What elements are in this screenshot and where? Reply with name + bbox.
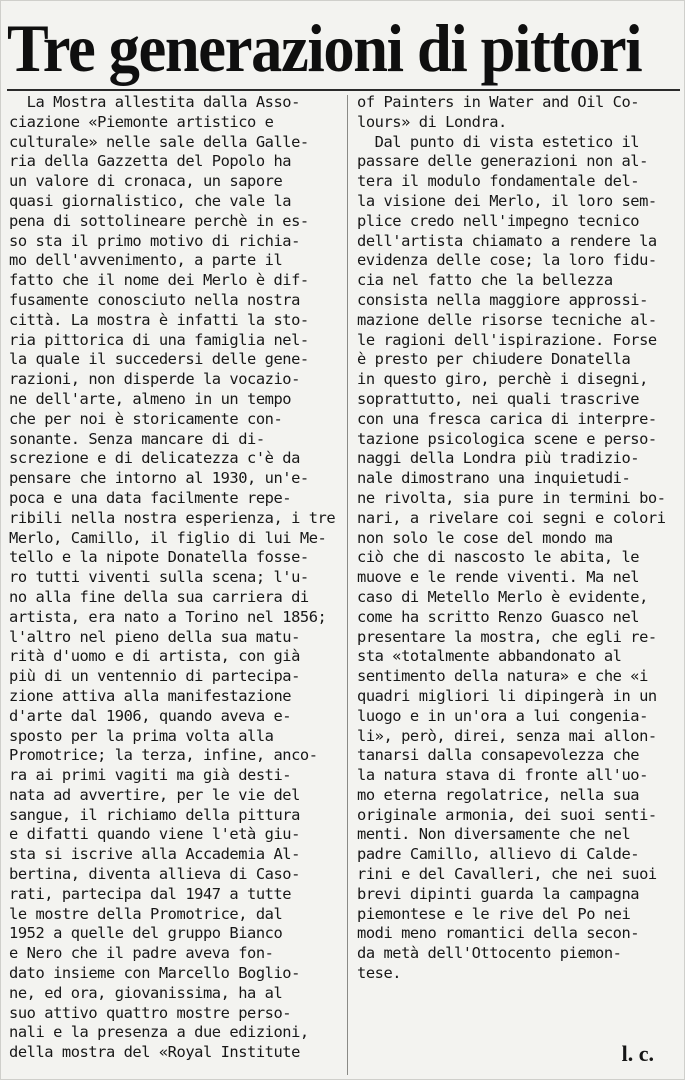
article-text-line: la visione dei Merlo, il loro sem- (357, 191, 657, 210)
article-text-line: dell'artista chiamato a rendere la (357, 231, 657, 250)
article-text-line: consista nella maggiore approssi- (357, 290, 648, 309)
article-text-line: un valore di cronaca, un sapore (9, 172, 283, 191)
article-text-line: muove e le rende viventi. Ma nel (357, 568, 640, 587)
article-text-line: nali e la presenza a due edizioni, (9, 1023, 309, 1042)
article-text-line: ra ai primi vagiti ma già desti- (9, 766, 292, 785)
article-text-line: più di un ventennio di partecipa- (9, 667, 300, 686)
article-text-line: l'altro nel pieno della sua matu- (9, 627, 300, 646)
article-text-line: mo dell'avvenimento, a parte il (9, 251, 283, 270)
article-text-line: sangue, il richiamo della pittura (9, 805, 300, 824)
article-text-line: e Nero che il padre aveva fon- (9, 944, 274, 963)
article-text-line: tello e la nipote Donatella fosse- (9, 548, 309, 567)
article-text-line: sonante. Senza mancare di di- (9, 429, 265, 448)
article-text-line: sposto per la prima volta alla (9, 726, 274, 745)
headline-rule (7, 89, 680, 91)
article-text-line: fusamente conosciuto nella nostra (9, 290, 300, 309)
article-text-line: rati, partecipa dal 1947 a tutte (9, 884, 292, 903)
article-text-line: culturale» nelle sale della Galle- (9, 132, 309, 151)
article-text-line: nale dimostrano una inquietudi- (357, 469, 631, 488)
article-text-line: piemontese e le rive del Po nei (357, 904, 631, 923)
article-text-line: tanarsi dalla consapevolezza che (357, 746, 640, 765)
article-text-line: ne, ed ora, giovanissima, ha al (9, 983, 283, 1002)
article-text-line: menti. Non diversamente che nel (357, 825, 631, 844)
article-text-line: razioni, non disperde la vocazio- (9, 370, 300, 389)
article-text-line: della mostra del «Royal Institute (9, 1043, 300, 1062)
article-text-line: brevi dipinti guarda la campagna (357, 884, 640, 903)
article-text-line: tese. (357, 964, 402, 983)
article-text-line: screzione e di delicatezza c'è da (9, 449, 300, 468)
article-text-line: passare delle generazioni non al- (357, 152, 648, 171)
article-text-line: caso di Metello Merlo è evidente, (357, 587, 648, 606)
article-text-line: presentare la mostra, che egli re- (357, 627, 657, 646)
article-text-line: come ha scritto Renzo Guasco nel (357, 607, 640, 626)
article-text-line: no alla fine della sua carriera di (9, 587, 309, 606)
article-text-line: Merlo, Camillo, il figlio di lui Me- (9, 528, 327, 547)
article-text-line: padre Camillo, allievo di Calde- (357, 845, 640, 864)
article-column-right (357, 93, 683, 984)
article-text-line: 1952 a quelle del gruppo Bianco (9, 924, 283, 943)
article-text-line: pensare che intorno al 1930, un'e- (9, 469, 309, 488)
article-text-line: zione attiva alla manifestazione (9, 686, 292, 705)
article-text-line: soprattutto, nei quali trascrive (357, 389, 640, 408)
article-text-line: tera il modulo fondamentale del- (357, 172, 640, 191)
article-text-line: plice credo nell'impegno tecnico (357, 211, 640, 230)
article-text-line: modi meno romantici della secon- (357, 924, 640, 943)
article-text-line: in questo giro, perchè i disegni, (357, 370, 648, 389)
article-text-line: naggi della Londra più tradizio- (357, 449, 640, 468)
article-text-line: suo attivo quattro mostre perso- (9, 1003, 292, 1022)
article-text-line: so sta il primo motivo di richia- (9, 231, 300, 250)
article-text-line: quadri migliori li dipingerà in un (357, 686, 657, 705)
article-text-line: rità d'uomo e di artista, con già (9, 647, 300, 666)
article-text-line: ria della Gazzetta del Popolo ha (9, 152, 292, 171)
article-text-line: d'arte dal 1906, quando aveva e- (9, 706, 292, 725)
article-text-line: nari, a rivelare coi segni e colori (357, 508, 666, 527)
article-text-line: mazione delle risorse tecniche al- (357, 310, 657, 329)
article-text-line: ribili nella nostra esperienza, i tre (9, 508, 336, 527)
article-text-line: rini e del Cavalleri, che nei suoi (357, 865, 657, 884)
article-text-line: le ragioni dell'ispirazione. Forse (357, 330, 657, 349)
article-text-line: artista, era nato a Torino nel 1856; (9, 607, 327, 626)
article-text-line: mo eterna regolatrice, nella sua (357, 785, 640, 804)
article-text-line: non solo le cose del mondo ma (357, 528, 613, 547)
article-headline: Tre generazioni di pittori (7, 10, 642, 86)
article-text-line: ro tutti viventi sulla scena; l'u- (9, 568, 309, 587)
article-text-line: fatto che il nome dei Merlo è dif- (9, 271, 309, 290)
article-text-line: la natura stava di fronte all'uo- (357, 766, 648, 785)
article-text-line: con una fresca carica di interpre- (357, 409, 657, 428)
article-text-line: lours» di Londra. (357, 112, 507, 131)
article-text-line: sta si iscrive alla Accademia Al- (9, 845, 300, 864)
article-text-line: Promotrice; la terza, infine, anco- (9, 746, 318, 765)
article-text-line: nata ad avvertire, per le vie del (9, 785, 300, 804)
article-text-line: tazione psicologica scene e perso- (357, 429, 657, 448)
article-text-line: pena di sottolineare perchè in es- (9, 211, 309, 230)
article-text-line: ne dell'arte, almeno in un tempo (9, 389, 292, 408)
article-text-line: la quale il succedersi delle gene- (9, 350, 309, 369)
article-text-line: quasi giornalistico, che vale la (9, 191, 292, 210)
article-text-line: evidenza delle cose; la loro fidu- (357, 251, 657, 270)
article-text-line: bertina, diventa allieva di Caso- (9, 865, 300, 884)
article-text-line: e difatti quando viene l'età giu- (9, 825, 300, 844)
article-text-line: La Mostra allestita dalla Asso- (9, 93, 300, 111)
article-text-line: originale armonia, dei suoi senti- (357, 805, 657, 824)
article-text-line: sentimento della natura» e che «i (357, 667, 648, 686)
article-text-line: ciazione «Piemonte artistico e (9, 112, 274, 131)
article-text-line: of Painters in Water and Oil Co- (357, 93, 640, 111)
article-text-line: dato insieme con Marcello Boglio- (9, 964, 300, 983)
article-text-line: da metà dell'Ottocento piemon- (357, 944, 622, 963)
article-text-line: che per noi è storicamente con- (9, 409, 283, 428)
article-text-line: Dal punto di vista estetico il (357, 132, 640, 151)
article-text-line: sta «totalmente abbandonato al (357, 647, 622, 666)
article-text-line: città. La mostra è infatti la sto- (9, 310, 309, 329)
article-text-line: ria pittorica di una famiglia nel- (9, 330, 309, 349)
column-divider (347, 95, 348, 1075)
article-text-line: poca e una data facilmente repe- (9, 488, 292, 507)
article-text-line: ne rivolta, sia pure in termini bo- (357, 488, 666, 507)
article-text-line: luogo e in un'ora a lui congenia- (357, 706, 648, 725)
article-column-left (9, 93, 341, 1063)
article-text-line: ciò che di nascosto le abita, le (357, 548, 640, 567)
article-text-line: li», però, direi, senza mai allon- (357, 726, 657, 745)
article-text-line: è presto per chiudere Donatella (357, 350, 631, 369)
article-text-line: le mostre della Promotrice, dal (9, 904, 283, 923)
author-signature: l. c. (621, 1041, 654, 1066)
article-text-line: cia nel fatto che la bellezza (357, 271, 613, 290)
